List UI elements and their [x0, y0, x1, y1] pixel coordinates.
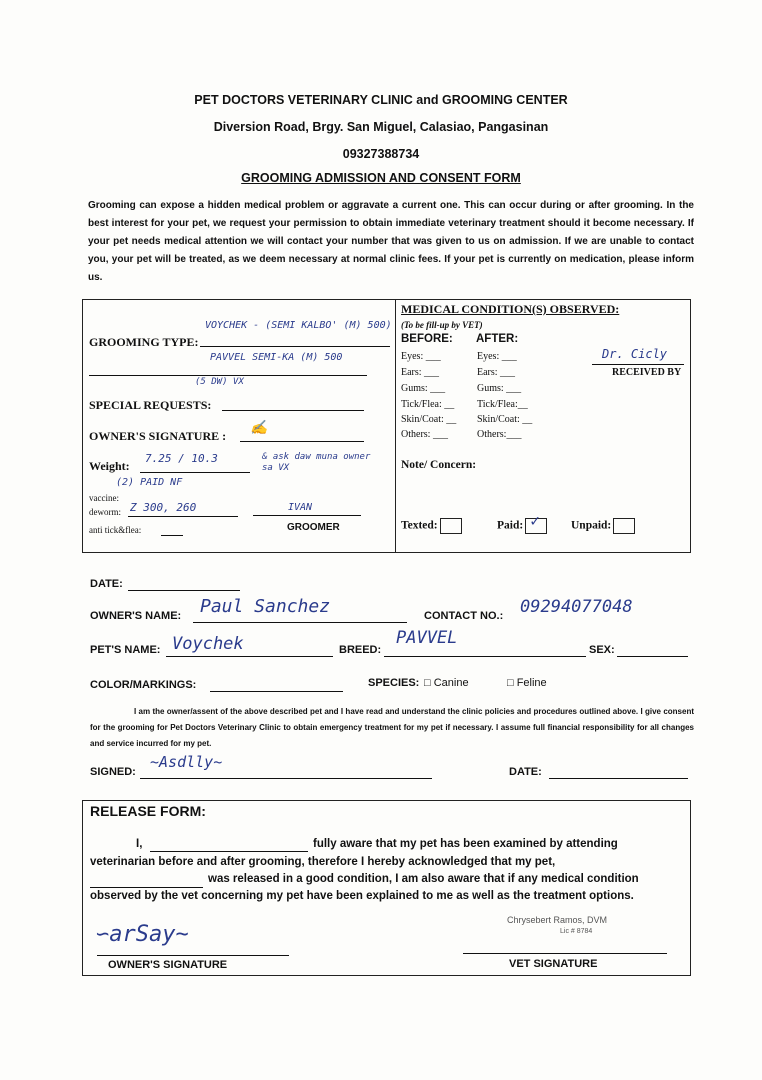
- clinic-address: Diversion Road, Brgy. San Miguel, Calasiao, Pangasinan: [213, 120, 549, 134]
- after-gums: Gums: ___: [477, 383, 522, 394]
- box-divider: [395, 299, 396, 552]
- canine-option[interactable]: □ Canine: [424, 677, 469, 689]
- check-mark-icon: ✓: [530, 511, 540, 530]
- breed-hand[interactable]: PAVVEL: [396, 628, 458, 648]
- owner-signature-field[interactable]: [240, 441, 364, 442]
- vet-stamp: Chrysebert Ramos, DVM: [507, 915, 608, 925]
- color-field[interactable]: [210, 691, 343, 692]
- grooming-type-label: GROOMING TYPE:: [89, 335, 199, 349]
- breed-field: [384, 656, 586, 657]
- canine-checkbox[interactable]: □: [424, 677, 434, 689]
- pet-name-label: PET'S NAME:: [90, 644, 161, 656]
- before-ears: Ears: ___: [401, 367, 440, 378]
- weight-field: [140, 472, 250, 473]
- release-name-field[interactable]: [150, 851, 308, 852]
- paid-nf-hand: (2) PAID NF: [116, 477, 183, 488]
- unpaid-option[interactable]: Unpaid:: [571, 518, 635, 534]
- after-others: Others:___: [477, 429, 522, 440]
- owner-release-signature: ∽arSay~: [96, 922, 189, 947]
- owner-release-signature-label: OWNER'S SIGNATURE: [108, 959, 228, 971]
- signed-signature: ~Asdlly~: [150, 753, 223, 771]
- received-by-label: RECEIVED BY: [612, 367, 682, 378]
- clinic-name: PET DOCTORS VETERINARY CLINIC and GROOMING CENTER: [194, 93, 568, 107]
- anti-tick-label: anti tick&flea:: [89, 525, 142, 535]
- vaccine-label: vaccine:: [89, 493, 119, 503]
- before-gums: Gums: ___: [401, 383, 446, 394]
- pet-name-hand[interactable]: Voychek: [172, 634, 244, 654]
- feline-option[interactable]: □ Feline: [507, 677, 547, 689]
- after-skincoat: Skin/Coat: __: [477, 414, 533, 425]
- date-field[interactable]: [128, 590, 240, 591]
- after-ears: Ears: ___: [477, 367, 516, 378]
- release-line-4: observed by the vet concerning my pet have been explained to me as well as the treatment options.: [90, 890, 634, 902]
- vet-signature-field[interactable]: [463, 953, 667, 954]
- before-tickflea: Tick/Flea: __: [401, 399, 455, 410]
- special-requests-field[interactable]: [222, 410, 364, 411]
- grooming-line-1: [200, 346, 390, 347]
- before-label: BEFORE:: [401, 333, 453, 345]
- clinic-phone: 09327388734: [342, 147, 420, 161]
- medical-title: MEDICAL CONDITION(S) OBSERVED:: [401, 302, 620, 316]
- sex-label: SEX:: [589, 644, 615, 656]
- signed-date-field[interactable]: [549, 778, 688, 779]
- breed-label: BREED:: [339, 644, 382, 656]
- deworm-hand[interactable]: Z 300, 260: [130, 501, 197, 514]
- medical-subtitle: (To be fill-up by VET): [401, 320, 483, 330]
- anti-tick-field: [161, 535, 183, 536]
- release-box: [82, 800, 691, 976]
- release-line-3: was released in a good condition, I am also aware that if any medical condition: [208, 873, 639, 885]
- before-others: Others: ___: [401, 429, 448, 440]
- after-tickflea: Tick/Flea:__: [477, 399, 528, 410]
- owner-name-label: OWNER'S NAME:: [90, 610, 182, 622]
- deworm-label: deworm:: [89, 507, 121, 517]
- release-line-2: veterinarian before and after grooming, therefore I hereby acknowledged that my pet,: [90, 856, 556, 868]
- texted-option[interactable]: Texted:: [401, 518, 462, 534]
- texted-checkbox[interactable]: [440, 518, 462, 534]
- special-requests-label: SPECIAL REQUESTS:: [89, 398, 212, 412]
- grooming-line-2: [89, 375, 367, 376]
- signed-date-label: DATE:: [509, 766, 542, 778]
- form-title: GROOMING ADMISSION AND CONSENT FORM: [241, 171, 521, 185]
- deworm-field: [128, 516, 238, 517]
- consent-text: I am the owner/assent of the above described pet and I have read and understand the clinic policies and procedures outlined above. I give consent for the grooming for Pet Doctors Veterinary Clinic to obtain emergency treatment for my pet if necessary. I assume full financial responsibility for all changes and service incurred for my pet.: [90, 707, 694, 748]
- owner-name-hand[interactable]: Paul Sanchez: [200, 596, 331, 617]
- owner-signature-top: ✍: [250, 420, 268, 436]
- intro-paragraph: Grooming can expose a hidden medical problem or aggravate a current one. This can occur during or after grooming. In the best interest for your pet, we request your permission to obtain immediate veterinary treatment should it become necessary. If your pet needs medical attention we will contact your number that was given to us on admission. If we are unable to contact you, your pet will be treated, as we deem necessary at normal clinic fees. If your pet is currently on medication, please inform us.: [88, 200, 694, 283]
- grooming-type-hand-1[interactable]: VOYCHEK - (SEMI KALBO' (M) 500): [205, 320, 392, 331]
- groomer-field: [253, 515, 361, 516]
- release-line-1: fully aware that my pet has been examined by attending: [313, 838, 618, 850]
- signed-label: SIGNED:: [90, 766, 136, 778]
- groomer-hand[interactable]: IVAN: [288, 502, 313, 513]
- note-label: Note/ Concern:: [401, 459, 477, 471]
- color-label: COLOR/MARKINGS:: [90, 679, 197, 691]
- date-label: DATE:: [90, 578, 123, 590]
- owner-signature-label: OWNER'S SIGNATURE :: [89, 429, 227, 443]
- unpaid-checkbox[interactable]: [613, 518, 635, 534]
- received-by-hand[interactable]: Dr. Cicly: [602, 347, 668, 361]
- before-skincoat: Skin/Coat: __: [401, 414, 457, 425]
- paid-option[interactable]: Paid: ✓: [497, 518, 547, 534]
- owner-release-signature-field[interactable]: [97, 955, 289, 956]
- sex-field[interactable]: [617, 656, 688, 657]
- feline-checkbox[interactable]: □: [507, 677, 517, 689]
- grooming-type-hand-2[interactable]: PAVVEL SEMI-KA (M) 500: [210, 352, 343, 363]
- vet-signature-label: VET SIGNATURE: [509, 958, 598, 970]
- release-pet-field[interactable]: [90, 887, 203, 888]
- after-label: AFTER:: [476, 333, 519, 345]
- contact-hand[interactable]: 09294077048: [520, 597, 633, 617]
- contact-label: CONTACT NO.:: [424, 610, 504, 622]
- species-label: SPECIES:: [368, 677, 420, 689]
- release-i: I,: [136, 838, 143, 850]
- paid-checkbox[interactable]: [525, 511, 547, 534]
- received-by-field: [592, 364, 684, 365]
- pet-name-field: [166, 656, 333, 657]
- before-eyes: Eyes: ___: [401, 351, 441, 362]
- after-eyes: Eyes: ___: [477, 351, 517, 362]
- weight-hand[interactable]: 7.25 / 10.3: [145, 452, 218, 465]
- grooming-type-hand-3[interactable]: (5 DW) VX: [195, 377, 244, 387]
- owner-name-field: [193, 622, 407, 623]
- groomer-label: GROOMER: [287, 522, 340, 533]
- weight-label: Weight:: [89, 459, 130, 473]
- release-title: RELEASE FORM:: [90, 803, 206, 819]
- weight-note-hand: & ask daw muna owner sa VX: [262, 452, 371, 473]
- vet-license: Lic # 8784: [560, 928, 593, 935]
- signed-field[interactable]: [140, 778, 432, 779]
